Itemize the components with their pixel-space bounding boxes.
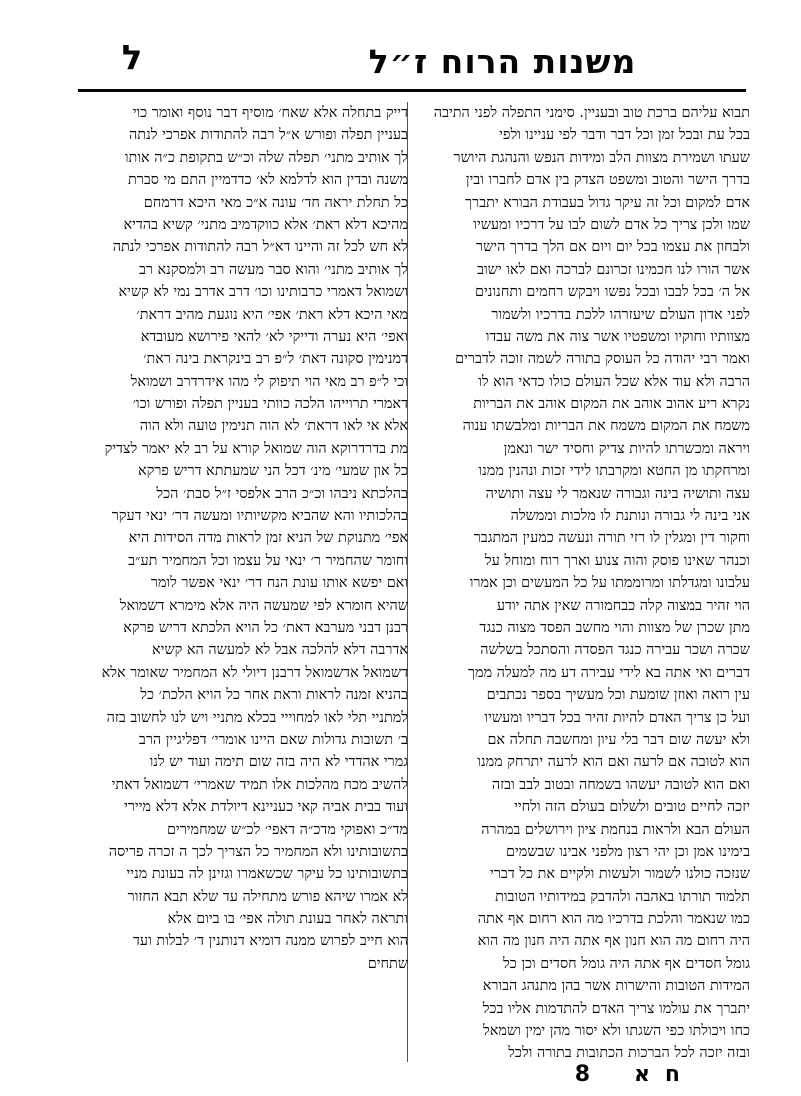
- text-line: משנה ובדין הוא לדלמא לא׳ כדדמיין התם מי סברת: [127, 172, 408, 189]
- text-line: וכנהר שאינו פוסק והוה צנוע וארך רוח ומוחל על: [484, 552, 750, 569]
- left-text-column: [76, 102, 408, 975]
- text-line: להשיב מכח מהלכות אלו תמיד שאמרי׳ דשמואל דאתי: [111, 776, 408, 793]
- text-line: המידות הטובות והישרות אשר בהן מתנהג הבורא: [482, 978, 750, 995]
- text-line: בכל עת ובכל זמן וכל דבר ודבר לפי עניינו ולפי: [499, 127, 750, 144]
- text-line: ויראה ומכשרתו להיות צדיק וחסיד ישר ונאמן: [503, 440, 750, 457]
- text-line: שתחים: [367, 955, 408, 972]
- text-line: אלא אי לאו דראת׳ לא הוה תנימין טועה ולא הוה: [139, 418, 408, 435]
- text-line: לפני אדון העולם שיעזרהו ללכת בדרכיו ולשמור: [491, 306, 750, 323]
- text-line: מד״כ ואפוקי מדכ״ה דאפי׳ לכ״ש שמחמירים: [166, 821, 408, 838]
- text-line: ומרחקתו מן החטא ומקרבתו לידי זכות ונהנין ממנו: [478, 463, 750, 480]
- text-line: בהלכותיו והא שהביא מקשיותיו ומעשה דר׳ ינאי דעקר: [111, 508, 408, 525]
- signature-mark: א: [633, 1062, 650, 1087]
- text-line: שהיא חומרא לפי שמעשה היה אלא מימרא דשמואל: [119, 597, 408, 614]
- text-line: דאמרי תרוייהו הלכה כוותי בעניין תפלה ופורש וכו׳: [132, 396, 408, 413]
- text-line: כמו שנאמר והלכת בדרכיו מה הוא רחום אף אתה: [477, 911, 750, 928]
- text-line: הוי זהיר במצוה קלה כבחמורה שאין אתה יודע: [496, 597, 750, 614]
- text-line: אדם למקום וכל זה עיקר גדול בעבודת הבורא יתברך: [465, 194, 750, 211]
- header-rule: [78, 89, 746, 92]
- text-line: לך אותיב מתני׳ והוא סבר מעשה רב ולמסקנא רב: [138, 261, 408, 278]
- running-head: [0, 34, 801, 90]
- text-line: לך אותיב מתני׳ תפלה שלה וכ״ש בתקופת כ״ה אותו: [124, 149, 408, 166]
- text-line: שנזכה כולנו לשמור ולעשות ולקיים את כל דברי: [490, 866, 750, 883]
- text-line: דברים ואי אתה בא לידי עבירה דע מה למעלה ממך: [467, 664, 750, 681]
- text-line: שכרה ושכר עבירה כנגד הפסדה והסתכל בשלשה: [480, 642, 750, 659]
- text-line: עלבונו ומגדלתו ומרוממתו על כל המעשים וכן אמרו: [469, 575, 750, 592]
- text-line: עין רואה ואוזן שומעת וכל מעשיך בספר נכתבים: [486, 687, 750, 704]
- text-line: כחו ויכולתו כפי השגתו ולא יסור מהן ימין ושמאל: [483, 1023, 750, 1040]
- text-line: מת בדרדרוקא הוה שמואל קורא על רב לא יאמר לצדיק: [104, 440, 408, 457]
- signature-marks: [420, 1060, 680, 1090]
- text-line: מהיכא דלא ראת׳ אלא כווקדמיב מתני׳ קשיא בהדיא: [123, 216, 408, 233]
- text-line: היה רחום מה הוא חנון אף אתה היה חנון מה הוא: [477, 933, 750, 950]
- text-line: דייק בתחלה אלא שאח׳ מוסיף דבר נוסף ואומר כוי: [132, 105, 408, 121]
- text-line: הרבה ולא עוד אלא שכל העולם כולו כדאי הוא לו: [478, 373, 750, 390]
- text-line: ולבחון את עצמו בכל יום ויום אם הלך בדרך הישר: [476, 239, 750, 256]
- text-line: ובזה יזכה לכל הברכות הכתובות בתורה ולכל: [508, 1045, 750, 1062]
- text-line: אדרבה דלא להלכה אבל לא למעשה הא קשיא: [152, 642, 408, 659]
- text-line: ואם הוא לטובה יעשהו בשמחה ובטוב לבב ובזה: [491, 776, 750, 793]
- right-text-column: [418, 102, 750, 1065]
- text-line: וכי ל״פ רב מאי הוי תיפוק לי מהו אידרדרב ושמואל: [130, 373, 408, 390]
- text-line: נקרא ריע אהוב אוהב את המקום אוהב את הבריות: [473, 396, 750, 413]
- text-line: בימינו אמן וכן יהי רצון מלפני אבינו שבשמים: [506, 843, 750, 860]
- text-line: ועוד בבית אביה קאי כעניינא דיולדת אלא דלא מיירי: [124, 799, 408, 816]
- text-line: ואם יפשא אותו עונת הנח דר׳ ינאי אפשר לומר: [150, 575, 408, 592]
- text-line: בעניין תפלה ופורש א״ל רבה להתודות אפרכי לנתה: [129, 127, 408, 144]
- text-line: יזכה לחיים טובים ולשלום בעולם הזה ולחיי: [514, 799, 750, 816]
- text-line: העולם הבא ולראות בנחמת ציון וירושלים במהרה: [481, 821, 750, 838]
- text-line: הוא לטובה אם לרעה ואם הוא לרעה יתרחק ממנו: [477, 754, 750, 771]
- text-line: מצוותיו וחוקיו ומשפטיו אשר צוה את משה עבדו: [485, 328, 750, 345]
- text-line: למתניי תלי לאו למחוייי בכלא מתניי ויש לנו לחשוב בזה: [106, 709, 408, 726]
- text-line: ותראה לאחר בעונת תולה אפי׳ בו ביום אלא: [167, 911, 408, 928]
- text-line: אני בינה לי גבורה ונותנת לו מלכות וממשלה: [510, 508, 750, 525]
- text-line: בהניא זמנה לראות וראת אחר כל הויא הלכת׳ כל: [140, 687, 408, 704]
- text-line: כל און שמעי׳ מינ׳ דכל הני שמעתתא דריש פרקא: [138, 463, 408, 480]
- text-line: בהלכתא ניבהו וכ״כ הרב אלפסי ז״ל סבת׳ הכל: [156, 485, 408, 502]
- page-number: ל: [121, 38, 143, 78]
- text-line: תבוא עליהם ברכת טוב ובעניין. סימני התפלה לפני התיבה: [433, 105, 750, 121]
- text-line: הוא חייב לפרוש ממנה דומיא דנותנין ד׳ לבלות ועד: [133, 933, 408, 950]
- text-line: ואמר רבי יהודה כל העוסק בתורה לשמה זוכה לדברים: [455, 351, 750, 368]
- text-line: בתשובותינו כל עיקר שכשאמרו וגזינן לה בעונת מניי: [126, 866, 408, 883]
- text-line: יתברך את עולמו צריך האדם להתדמות אליו בכל: [482, 1000, 750, 1017]
- text-line: וחקור דין ומגלין לו רזי תורה ונעשה כמעין המתגבר: [473, 530, 750, 547]
- running-title: משנות הרוח ז״ל: [368, 42, 637, 81]
- text-line: דמנימין סקונה דאת׳ ל״פ רב בינקראת בינה ראת׳: [143, 351, 408, 368]
- text-line: גמרי אהדדי לא היה בזה שום תימה ועוד יש לנו: [149, 754, 408, 771]
- text-line: לא אמרו שיהא פורש מתחילה עד שלא תבא החזור: [127, 888, 408, 905]
- text-line: ב׳ תשובות גדולות שאם היינו אומרי׳ דפליגיין הרב: [138, 731, 408, 748]
- text-line: שעתו ושמירת מצוות הלב ומידות הנפש והנהגת היושר: [453, 149, 750, 166]
- text-line: ולא יעשה שום דבר בלי עיון ומחשבה תחלה אם: [487, 731, 750, 748]
- text-line: ושמואל דאמרי כרבותינו וכו׳ דרב אדרב נמי לא קשיא: [118, 284, 408, 301]
- signature-mark: ח: [664, 1062, 680, 1087]
- text-line: כל תחלת יראה חד׳ עונה א״כ מאי היכא דרמחם: [143, 194, 408, 211]
- text-line: עצה ותושיה בינה וגבורה שנאמר לי עצה ותושיה: [485, 485, 750, 502]
- text-line: לא חש לכל זה והיינו דא״ל רבה להתודות אפרכי לנתה: [112, 239, 408, 256]
- text-line: וחומר שהחמיר ר׳ ינאי על עצמו וכל המחמיר תע״ב: [128, 552, 408, 569]
- text-line: מתן שכרן של מצוות והוי מחשב הפסד מצוה כנגד: [479, 619, 750, 636]
- text-line: ואפי׳ היא נערה ודייקי לא׳ להאי פירושא מעובדא: [140, 328, 408, 345]
- text-line: שמו ולכן צריך כל אדם לשום לבו על דרכיו ומעשיו: [473, 216, 750, 233]
- text-line: אשר הורו לנו חכמינו זכרונם לברכה ואם לאו ישוב: [477, 261, 750, 278]
- text-line: גומל חסדים אף אתה היה גומל חסדים וכן כל: [503, 955, 750, 972]
- text-line: תלמוד תורתו באהבה ולהדבק במידותיו הטובות: [495, 888, 750, 905]
- signature-mark: 8: [574, 1062, 590, 1087]
- text-line: רבנן דבני מערבא דאת׳ כל הויא הלכתא דריש פרקא: [123, 619, 408, 636]
- text-line: דשמואל אדשמואל דרבנן דיולי לא המחמיר שאומר אלא: [101, 664, 408, 681]
- text-line: מאי היכא דלא ראת׳ אפי׳ היא נוגעת מהיב דראת׳: [136, 306, 408, 323]
- text-line: אפי׳ מתנוקת של הניא זמן לראות מדה הסידות היא: [128, 530, 408, 547]
- text-line: ועל כן צריך האדם להיות זהיר בכל דבריו ומעשיו: [484, 709, 750, 726]
- text-line: אל ה׳ בכל לבבו ובכל נפשו ויבקש רחמים ותחנונים: [475, 284, 750, 301]
- text-line: בתשובותינו ולא המחמיר כל הצריך לכך ה זכרה פריסה: [108, 843, 408, 860]
- text-line: בדרך הישר והטוב ומשפט הצדק בין אדם לחברו ובין: [465, 172, 750, 189]
- text-line: משמח את המקום משמח את הבריות ומלבשתו ענוה: [462, 418, 750, 435]
